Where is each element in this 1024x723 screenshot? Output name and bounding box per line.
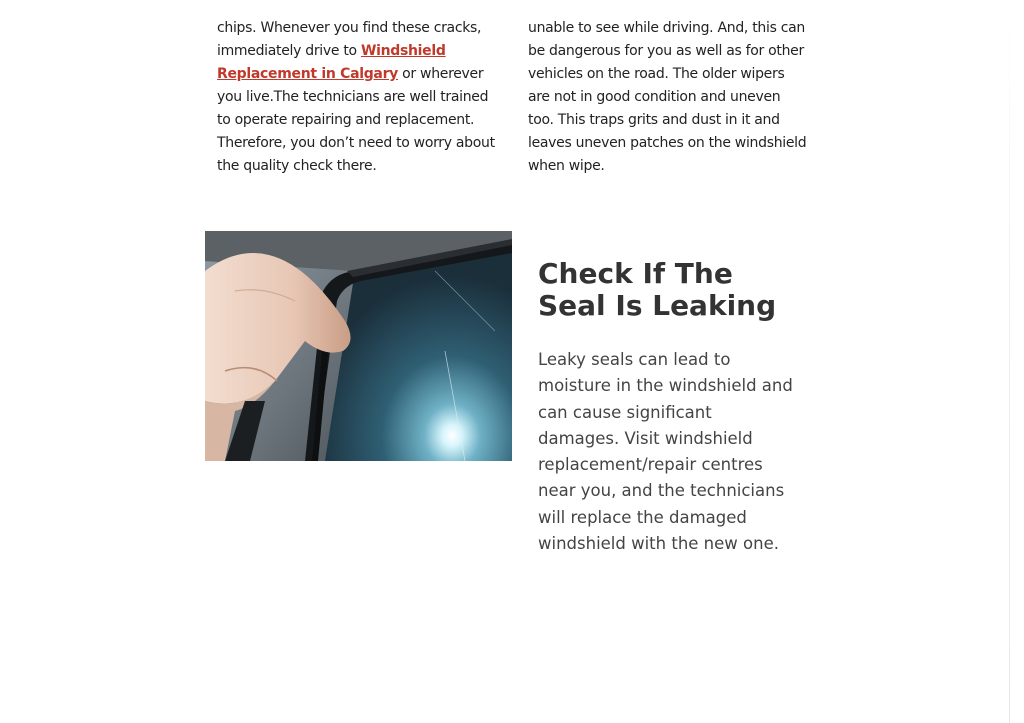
- windshield-seal-photo: [205, 231, 512, 461]
- right-column-text: unable to see while driving. And, this can be dangerous for you as well as for other vehicles on the road. The older wipers are not in good condition and uneven too. This traps grits and dust in it and leaves uneven patches on the windshield when wipe.: [528, 20, 807, 174]
- section-heading: Check If The Seal Is Leaking: [538, 257, 777, 322]
- left-column-text: [217, 17, 499, 178]
- left-column-text-after-link: or wherever you live.The technicians are well trained to operate repairing and replacement. Therefore, you don’t need to worry about the quality check there.: [217, 66, 495, 174]
- page-edge-divider: [1009, 0, 1010, 723]
- windshield-replacement-calgary-link[interactable]: Windshield Replacement in Calgary: [217, 43, 446, 82]
- left-column-text-before-link: chips. Whenever you find these cracks, immediately drive to: [217, 20, 482, 59]
- section-body-text: Leaky seals can lead to moisture in the windshield and can cause significant damages. Visit windshield replacement/repair centres near you, and the technicians will replace the damaged windshield with the new one.: [538, 350, 793, 554]
